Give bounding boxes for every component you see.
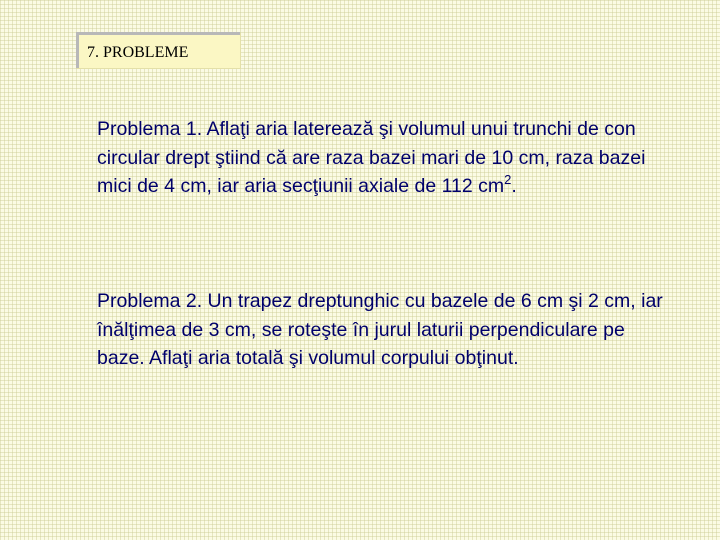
problem-1-superscript: 2 [504, 172, 512, 187]
problem-1-suffix: . [511, 175, 517, 197]
title-box [76, 32, 240, 68]
slide-title: 7. PROBLEME [87, 44, 189, 61]
problem-2 [97, 287, 677, 373]
problem-1-text: Problema 1. Aflaţi aria laterează şi volumul unui trunchi de con circular drept ştiind că are raza bazei mari de 10 cm, raza bazei mici de 4 cm, iar aria secţiunii axiale de 112 cm [97, 118, 646, 197]
problem-1 [97, 115, 677, 201]
problem-2-text: Problema 2. Un trapez dreptunghic cu bazele de 6 cm şi 2 cm, iar înălţimea de 3 cm, se roteşte în jurul laturii perpendiculare pe baze. Aflaţi aria totală şi volumul corpului obţinut. [97, 290, 663, 369]
